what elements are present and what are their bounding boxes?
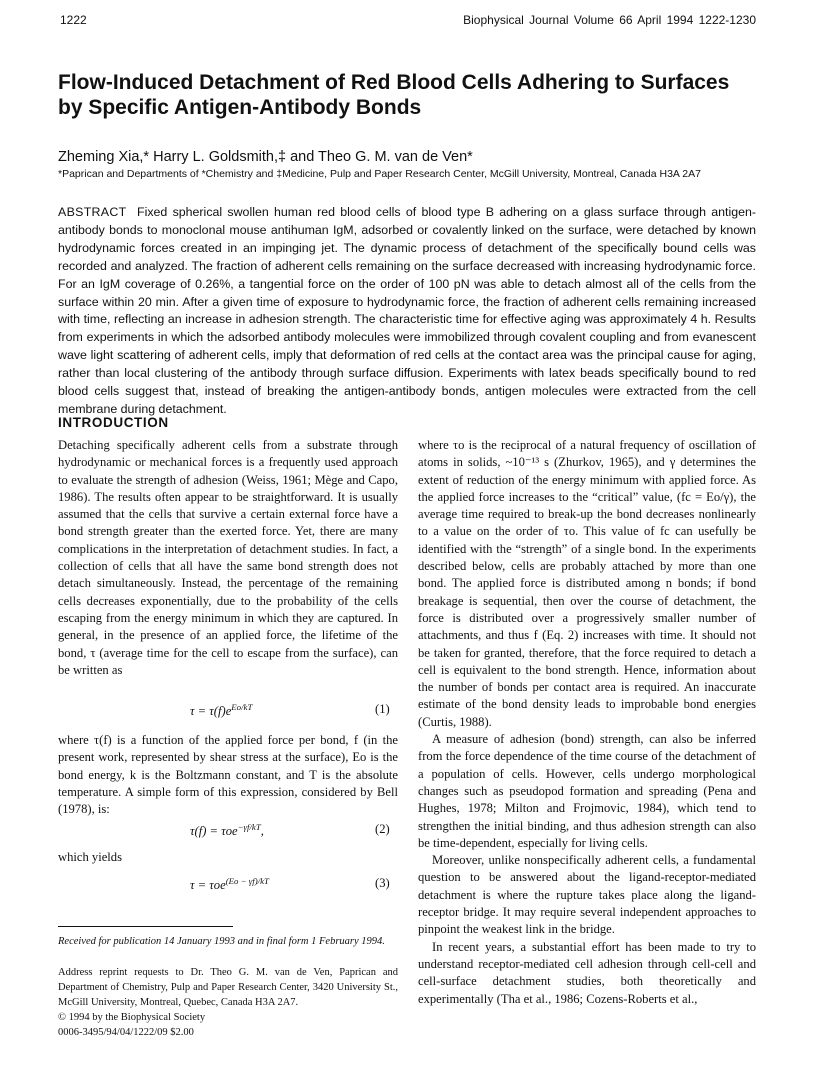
abstract-text: Fixed spherical swollen human red blood cells of blood type B adhering on a glass surface through antigen-antibody bonds to monoclonal mouse antihuman IgM, adsorbed or covalently linked on the surface, were detached by known hydrodynamic forces created in an impinging jet. The dynamic process of detachment of the specifically bound cells was recorded and analyzed. The fraction of adherent cells remaining on the surface decreased with increasing hydrodynamic force. For an IgM coverage of 0.26%, a tangential force on the order of 100 pN was able to detach almost all of the cells from the surface within 20 min. After a given time of exposure to hydrodynamic force, the fraction of adherent cells remaining increased with time, reflecting an increase in adhesion strength. The characteristic time for effective aging was approximately 4 h. Results from experiments in which the adsorbed antibody molecules were immobilized through covalent coupling and from evanescent wave light scattering of adherent cells, imply that deformation of red cells at the contact area was the principal cause for aging, rather than local clustering of the antibody through surface diffusion. Experiments with latex beads specifically bound to red blood cells suggest that, instead of breaking the antigen-antibody bonds, antigen molecules were extracted from the cell membrane during detachment.	[58, 205, 756, 416]
article-title: Flow-Induced Detachment of Red Blood Cells Adhering to Surfaces by Specific Antigen-Antibody Bonds	[58, 71, 730, 119]
left-column-p3	[58, 849, 398, 866]
equation-body: τ(f) = τoe	[190, 824, 238, 839]
paragraph: A measure of adhesion (bond) strength, can also be inferred from the force dependence of the time course of the detachment of a population of cells. However, cells undergo morphological changes such as pseudopod formation and spreading (Pena and Hughes, 1978; Milton and Frojmovic, 1984), which tend to strengthen the initial binding, and thus adhesion strength can also be time-dependent, especially for living cells.	[418, 732, 756, 850]
section-heading-introduction: INTRODUCTION	[58, 415, 169, 430]
paragraph: Detaching specifically adherent cells from a substrate through hydrodynamic or mechanical forces is a frequently used approach to evaluate the strength of adhesion (Weiss, 1961; Mège and Capo, 1986). The results often appear to be straightforward. It is usually assumed that the cells that survive a certain external force have a bond strength greater than the exerted force. Yet, there are many complications in the interpretation of detachment studies. In fact, a collection of cells that all have the same bond strength does not detach simultaneously. Instead, the percentage of the remaining cells decreases exponentially, due to the probability of the cells escaping from the energy minimum in which they are captured. In general, in the presence of an applied force, the lifetime of the bond, τ (average time for the cell to escape from the surface), can be written as	[58, 438, 398, 677]
page-number: 1222	[60, 13, 87, 27]
equation-3	[190, 876, 269, 893]
equation-punctuation: ,	[260, 824, 264, 839]
equation-1	[190, 702, 252, 719]
footnote-reprints: Address reprint requests to Dr. Theo G. M. van de Ven, Paprican and Department of Chemistry, Pulp and Paper Research Center, 3420 University St., McGill University, Montreal, Quebec, Canada H3A 2A7.	[58, 967, 398, 1008]
paragraph: which yields	[58, 850, 123, 864]
equation-2-number: (2)	[375, 822, 390, 836]
paragraph: where τo is the reciprocal of a natural frequency of oscillation of atoms in solids, ~10⁻¹³ s (Zhurkov, 1965), and γ determines the extent of reduction of the energy minimum with applied force. As the applied force increases to the “critical” value, (fc = Eo/γ), the average time required to break-up the bond decreases nonlinearly to a value on the order of τo. This value of fc can usefully be identified with the “strength” of a single bond. In the experiments described below, cells are probably attached by more than one bond. The applied force is distributed among n bonds; if bond breakage is sequential, then over the course of detachment, the force is distributed over a progressively smaller number of attachments, and thus f (Eq. 2) increases with time. It should not be taken for granted, therefore, that the force required to detach a cell is equivalent to the bond strength. Hence, information about the number of bonds per contact area is required. An inaccurate estimate of the bond density leads to improbable bond energies (Curtis, 1988).	[418, 438, 756, 729]
abstract	[58, 204, 756, 419]
left-column-p1	[58, 437, 398, 679]
left-column-p2	[58, 732, 398, 818]
paragraph: where τ(f) is a function of the applied force per bond, f (in the present work, represented by shear stress at the surface), Eo is the bond energy, k is the Boltzmann constant, and T is the absolute temperature. A simple form of this expression, considered by Bell (1978), is:	[58, 733, 398, 817]
equation-exponent: (Eo − γf)/kT	[225, 876, 269, 886]
equation-2	[190, 822, 264, 839]
equation-body: τ = τ(f)e	[190, 704, 232, 719]
paragraph: In recent years, a substantial effort has been made to try to understand receptor-mediated cell adhesion through cell-cell and cell-surface detachment studies, both theoretically and experimentally (Tha et al., 1986; Cozens-Roberts et al.,	[418, 939, 756, 1006]
footnote-received: Received for publication 14 January 1993 and in final form 1 February 1994.	[58, 936, 385, 947]
footnote-code: 0006-3495/94/04/1222/09 $2.00	[58, 1027, 194, 1038]
abstract-label: ABSTRACT	[58, 205, 127, 219]
journal-reference: Biophysical Journal Volume 66 April 1994 1222-1230	[463, 13, 756, 27]
equation-exponent: −γf/kT	[237, 822, 261, 832]
footnote-divider	[58, 926, 233, 927]
equation-exponent: Eo/kT	[231, 702, 253, 712]
equation-1-number: (1)	[375, 702, 390, 716]
paragraph: Moreover, unlike nonspecifically adherent cells, a fundamental question to be answered about the ligand-receptor-mediated detachment is where the rupture takes place along the ligand-receptor bridge. It may require several independent approaches to pinpoint the weakest link in the bridge.	[418, 853, 756, 937]
article-authors: Zheming Xia,* Harry L. Goldsmith,‡ and Theo G. M. van de Ven*	[58, 149, 473, 165]
equation-3-number: (3)	[375, 876, 390, 890]
right-column	[418, 437, 756, 1008]
equation-body: τ = τoe	[190, 878, 226, 893]
footnote-copyright: © 1994 by the Biophysical Society	[58, 1012, 206, 1023]
article-affiliation: *Paprican and Departments of *Chemistry and ‡Medicine, Pulp and Paper Research Center, McGill University, Montreal, Canada H3A 2A7	[58, 168, 701, 180]
